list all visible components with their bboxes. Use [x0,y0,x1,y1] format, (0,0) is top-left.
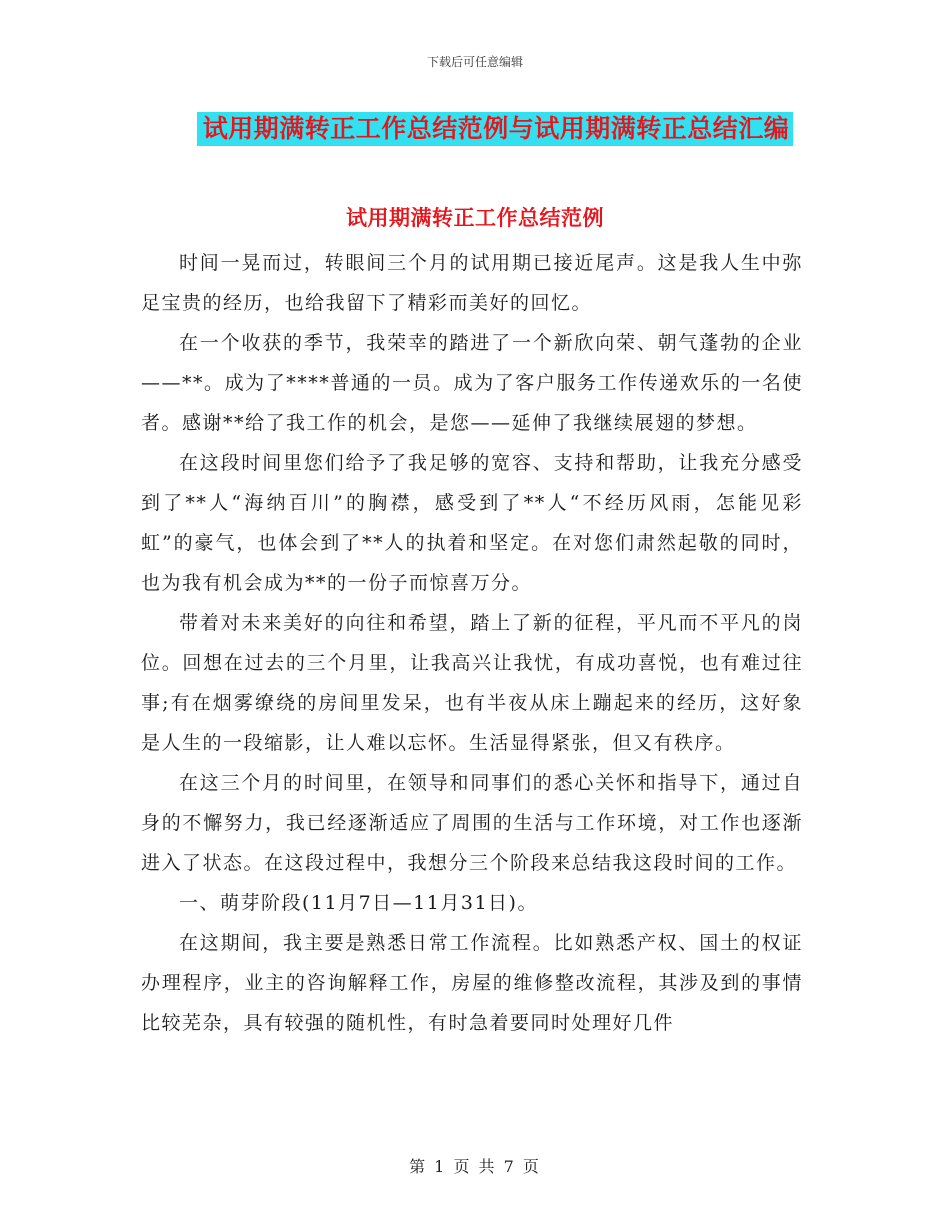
section-title: 试用期满转正工作总结范例 [346,205,604,230]
body-paragraph-4: 带着对未来美好的向往和希望，踏上了新的征程，平凡而不平凡的岗位。回想在过去的三个月里，让我高兴让我忧，有成功喜悦，也有难过往事;有在烟雾缭绕的房间里发呆，也有半夜从床上蹦起来的经历，这好象是人生的一段缩影，让人难以忘怀。生活显得紧张，但又有秩序。 [141,612,803,754]
body-paragraph-2: 在一个收获的季节，我荣幸的踏进了一个新欣向荣、朝气蓬勃的企业——**。成为了****普通的一员。成为了客户服务工作传递欢乐的一名使者。感谢**给了我工作的机会，是您——延伸了我继续展翅的梦想。 [141,332,803,434]
page-number-footer: 第 1 页 共 7 页 [409,1157,541,1176]
header-note: 下载后可任意编辑 [426,55,523,69]
document-title-container [0,112,950,146]
body-paragraph-3: 在这段时间里您们给予了我足够的宽容、支持和帮助，让我充分感受到了**人“海纳百川”的胸襟，感受到了**人“不经历风雨，怎能见彩虹”的豪气，也体会到了**人的执着和坚定。在对您们肃然起敬的同时，也为我有机会成为**的一份子而惊喜万分。 [141,452,803,594]
body-paragraph-6: 在这期间，我主要是熟悉日常工作流程。比如熟悉产权、国土的权证办理程序，业主的咨询解释工作，房屋的维修整改流程，其涉及到的事情比较芜杂，具有较强的随机性，有时急着要同时处理好几件 [141,932,803,1034]
body-paragraph-1: 时间一晃而过，转眼间三个月的试用期已接近尾声。这是我人生中弥足宝贵的经历，也给我留下了精彩而美好的回忆。 [141,252,803,314]
document-title: 试用期满转正工作总结范例与试用期满转正总结汇编 [197,112,794,146]
section-heading-phase-1: 一、萌芽阶段(11月7日—11月31日)。 [179,892,538,914]
document-body [141,243,803,1043]
body-paragraph-5: 在这三个月的时间里，在领导和同事们的悉心关怀和指导下，通过自身的不懈努力，我已经逐渐适应了周围的生活与工作环境，对工作也逐渐进入了状态。在这段过程中，我想分三个阶段来总结我这段时间的工作。 [141,772,803,874]
